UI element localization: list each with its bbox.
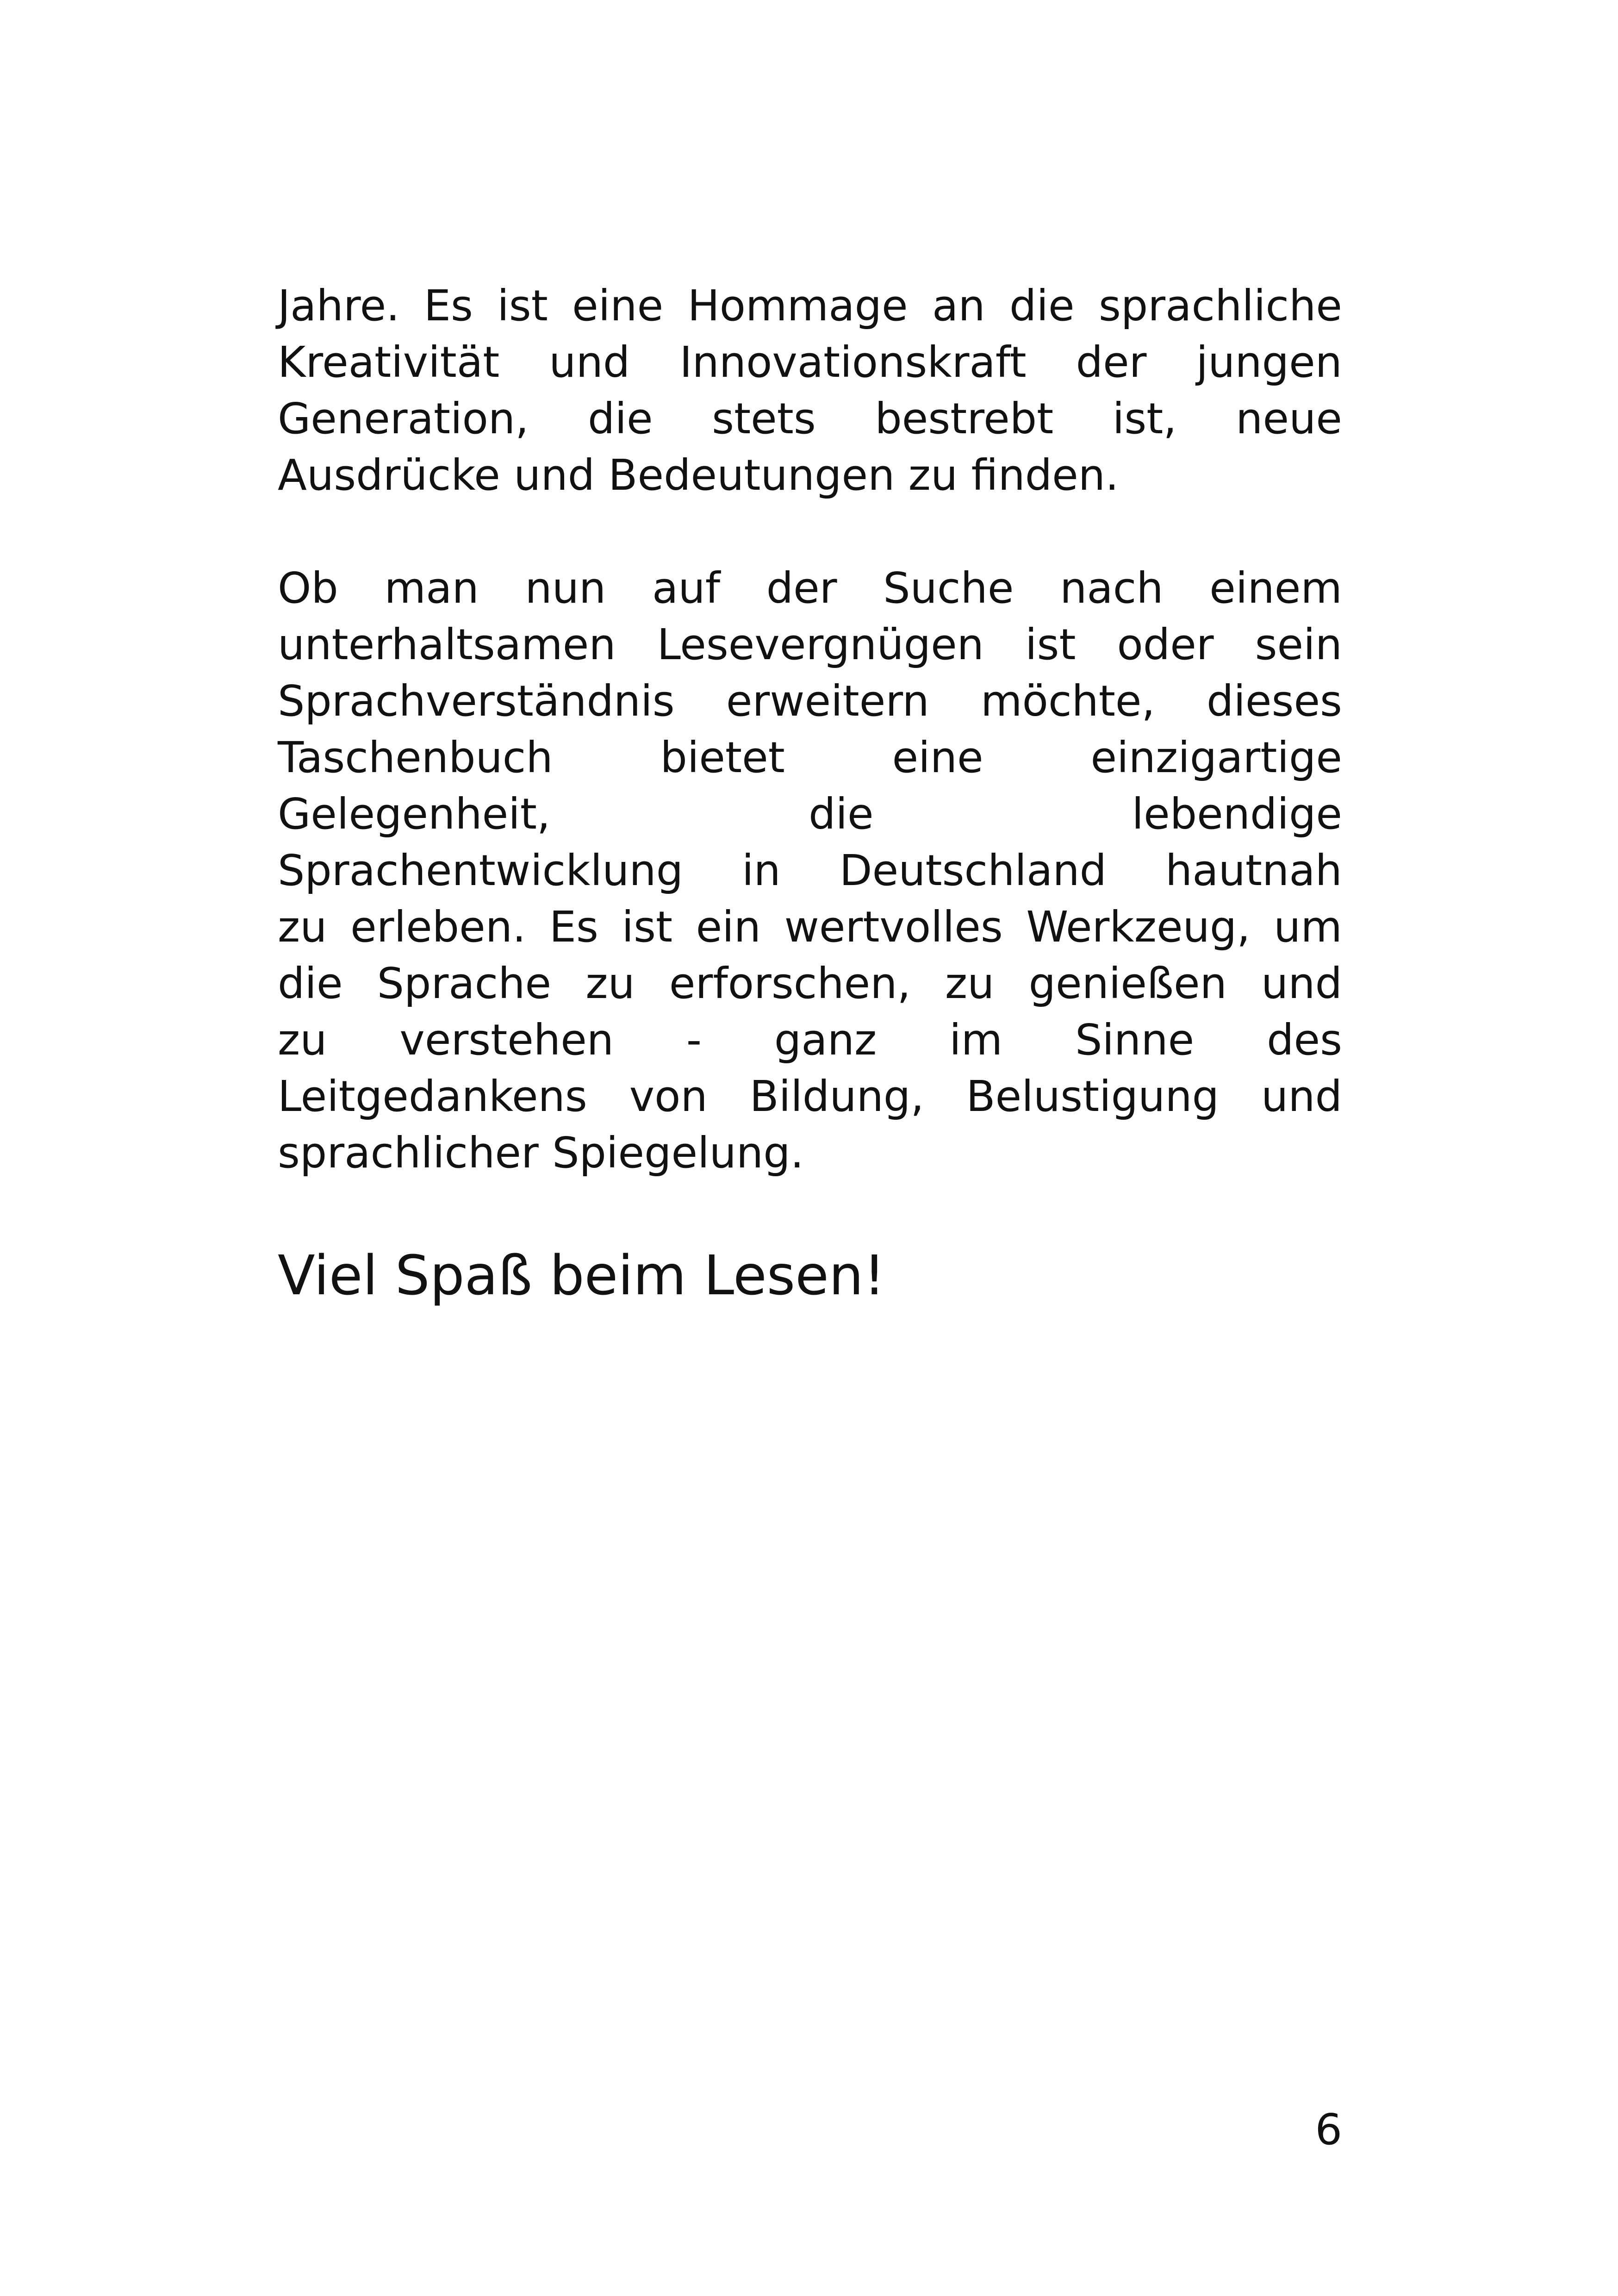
paragraph-line: sprachlicher Spiegelung. xyxy=(278,1128,804,1178)
paragraph-line: Leitgedankens von Bildung, Belustigung und xyxy=(278,1072,1342,1121)
page-number: 6 xyxy=(1315,2105,1342,2154)
paragraph-line: zu verstehen - ganz im Sinne des xyxy=(278,1015,1342,1065)
paragraph-1 xyxy=(278,278,1342,504)
paragraph-line: Ob man nun auf der Suche nach einem xyxy=(278,563,1342,613)
closing-line: Viel Spaß beim Lesen! xyxy=(278,1243,885,1307)
paragraph-2 xyxy=(278,560,1342,1181)
paragraph-line: Sprachentwicklung in Deutschland hautnah xyxy=(278,846,1342,895)
paragraph-line: Ausdrücke und Bedeutungen zu finden. xyxy=(278,450,1119,500)
paragraph-line: unterhaltsamen Lesevergnügen ist oder sein xyxy=(278,620,1342,669)
paragraph-line: Kreativität und Innovationskraft der jungen xyxy=(278,337,1342,387)
paragraph-line: zu erleben. Es ist ein wertvolles Werkzeug, um xyxy=(278,902,1342,952)
paragraph-line: die Sprache zu erforschen, zu genießen und xyxy=(278,959,1342,1008)
paragraph-line: Taschenbuch bietet eine einzigartige xyxy=(278,733,1342,782)
paragraph-line: Sprachverständnis erweitern möchte, dieses xyxy=(278,676,1342,726)
paragraph-line: Gelegenheit, die lebendige xyxy=(278,789,1342,839)
paragraph-line: Generation, die stets bestrebt ist, neue xyxy=(278,394,1342,443)
paragraph-line: Jahre. Es ist eine Hommage an die sprachliche xyxy=(278,281,1342,331)
